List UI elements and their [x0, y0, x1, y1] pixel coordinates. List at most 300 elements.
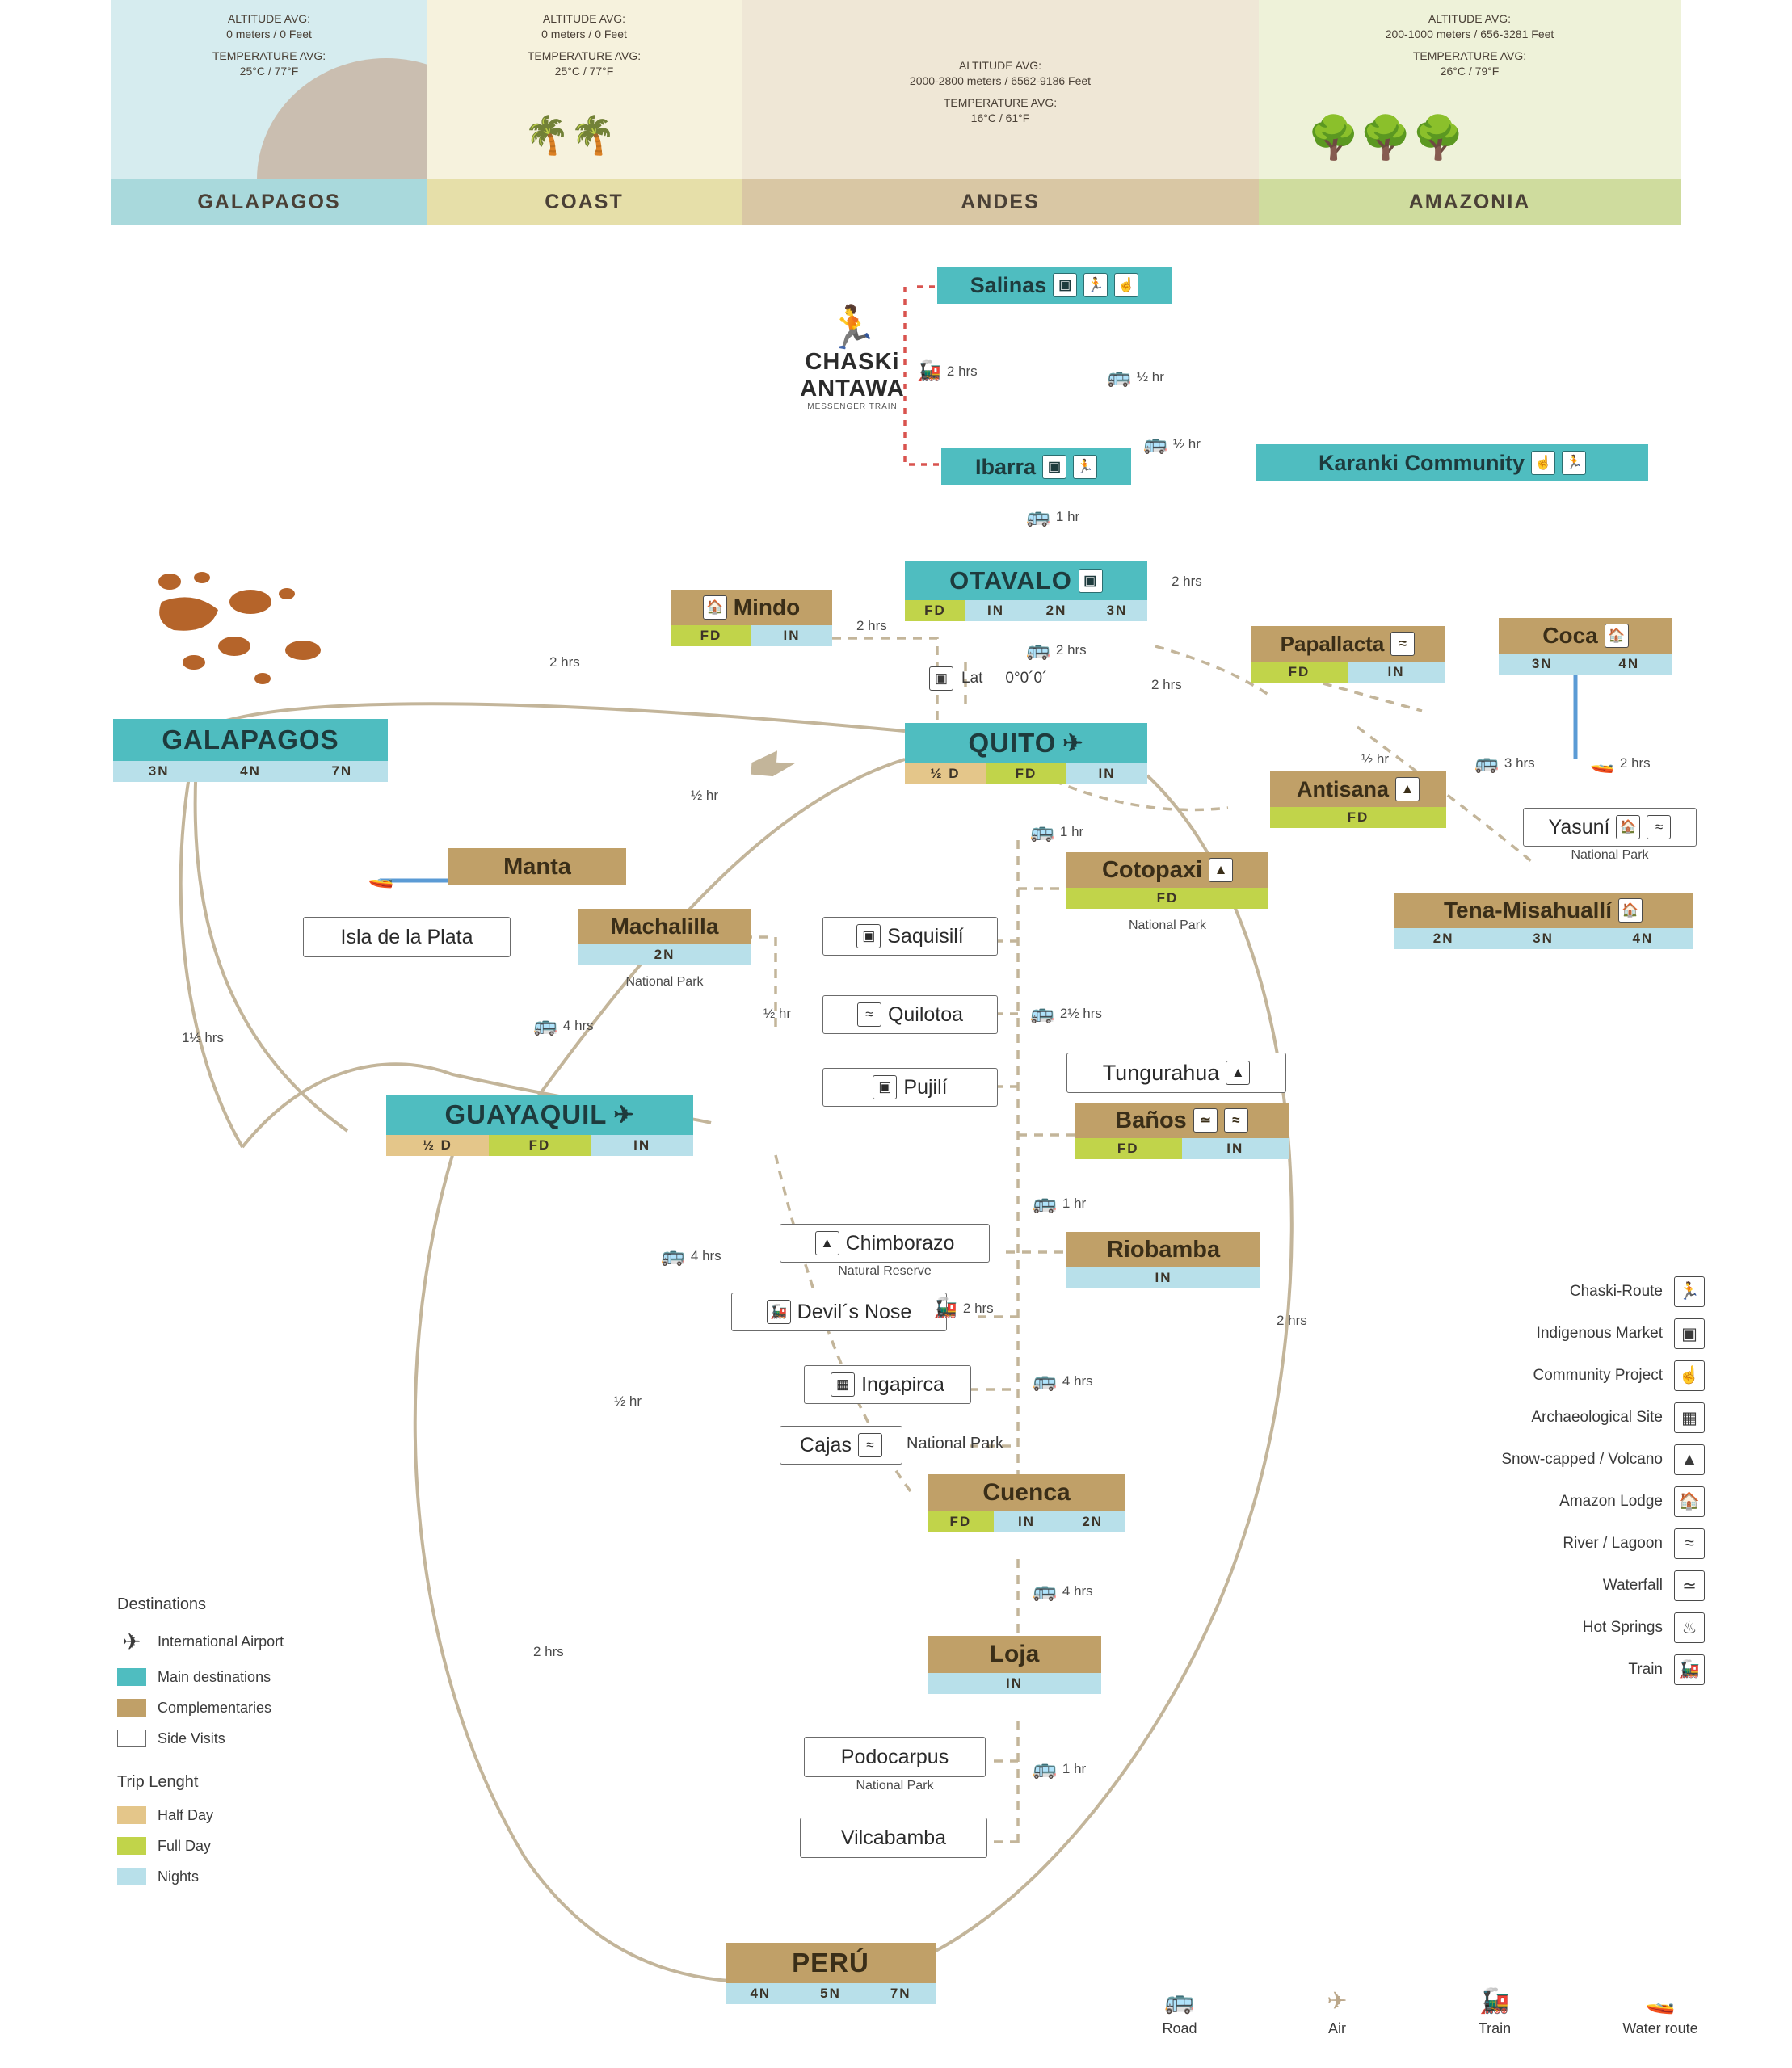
- travel-time-label: 4 hrs: [562, 1017, 594, 1033]
- travel-time-coca-yasuni-boat: [1590, 751, 1651, 775]
- destination-machalilla[interactable]: [578, 909, 751, 989]
- altitude-label: ALTITUDE AVG:: [227, 12, 311, 25]
- duration-cell: FD: [489, 1135, 591, 1156]
- destination-riobamba[interactable]: [1066, 1232, 1260, 1288]
- travel-time-label: 2½ hrs: [1059, 1005, 1102, 1021]
- runner-icon: 🏃: [1674, 1276, 1705, 1307]
- destination-cotopaxi[interactable]: [1066, 852, 1268, 932]
- travel-time-label: 1 hr: [1062, 1195, 1087, 1211]
- legend-label: Train: [1628, 1661, 1663, 1678]
- legend-item-waterfall: [1422, 1570, 1705, 1601]
- lat-label: Lat: [961, 670, 983, 687]
- destination-label: Cajas: [800, 1433, 852, 1456]
- duration-cell: ½ D: [905, 763, 986, 784]
- travel-time-quito-coca-air: [1361, 751, 1389, 767]
- airplane-icon: ✈: [122, 1629, 141, 1654]
- zone-name-andes: ANDES: [961, 190, 1040, 213]
- palm-icon: 🌴🌴: [524, 114, 616, 156]
- travel-time-ingapirca-road: [1033, 1369, 1093, 1393]
- destination-quito[interactable]: [905, 723, 1147, 784]
- galapagos-islands-shape: [137, 557, 388, 711]
- duration-cell: 7N: [297, 761, 388, 782]
- legend-item-river-lagoon: [1422, 1528, 1705, 1559]
- white-swatch: [117, 1730, 146, 1747]
- travel-time-coca-yasuni-road: [1474, 751, 1535, 775]
- travel-time-salinas-ibarra-road: [1107, 365, 1164, 389]
- destination-label: OTAVALO: [949, 566, 1072, 595]
- destination-label: QUITO: [968, 728, 1057, 758]
- destination-coca[interactable]: [1499, 618, 1672, 675]
- destination-peru[interactable]: [726, 1943, 936, 2004]
- duration-cell: FD: [671, 625, 751, 646]
- legend-label: International Airport: [158, 1633, 284, 1650]
- duration-cell: ½ D: [386, 1135, 489, 1156]
- legend-label: Chaski-Route: [1569, 1283, 1663, 1300]
- destination-podocarpus[interactable]: [804, 1737, 986, 1793]
- destination-label: Karanki Community: [1318, 450, 1525, 475]
- legend-item-side-visits: [117, 1730, 384, 1747]
- duration-cell: 4N: [204, 761, 296, 782]
- travel-time-label: ½ hr: [614, 1393, 642, 1409]
- altitude-value: 0 meters / 0 Feet: [541, 27, 627, 40]
- bus-icon: 🚌: [1030, 1002, 1054, 1024]
- bus-icon: 🚌: [1033, 1370, 1057, 1392]
- bus-icon: 🚌: [1033, 1192, 1057, 1214]
- bus-icon: 🚌: [1026, 506, 1050, 528]
- market-icon: ▣: [1674, 1318, 1705, 1349]
- duration-cell: 5N: [796, 1983, 866, 2004]
- travel-time-label: 2 hrs: [533, 1644, 564, 1659]
- volcano-icon: ▲: [1395, 777, 1420, 801]
- destination-guayaquil[interactable]: [386, 1095, 693, 1156]
- market-icon: ▣: [1053, 273, 1077, 297]
- destination-label: Pujilí: [903, 1075, 948, 1099]
- temperature-label: TEMPERATURE AVG:: [212, 49, 326, 62]
- volcano-icon: ▲: [815, 1231, 839, 1255]
- legend-item-main-destinations: [117, 1668, 384, 1686]
- legend-label: Community Project: [1533, 1367, 1663, 1384]
- destination-label: Mindo: [733, 595, 801, 620]
- train-icon: 🚂: [933, 1297, 957, 1319]
- destination-isla-de-la-plata[interactable]: [303, 917, 511, 957]
- zone-name-coast: COAST: [545, 190, 624, 213]
- destination-label: Manta: [503, 853, 571, 880]
- duration-cell: 3N: [1087, 600, 1147, 621]
- equator-marker: [929, 666, 1047, 691]
- legend-item-half-day: [117, 1806, 384, 1824]
- duration-cell: FD: [905, 600, 965, 621]
- duration-cell: IN: [1348, 662, 1445, 683]
- brand-logo: [788, 307, 917, 411]
- duration-cell: 3N: [1493, 928, 1592, 949]
- bus-icon: 🚌: [533, 1015, 557, 1036]
- market-icon: ▣: [1079, 569, 1103, 593]
- climate-zone-coast: [427, 0, 742, 225]
- brand-line3: MESSENGER TRAIN: [807, 402, 898, 411]
- destination-pujili[interactable]: [822, 1068, 998, 1107]
- bus-icon: 🚌: [1030, 821, 1054, 843]
- travel-time-label: 4 hrs: [690, 1247, 721, 1263]
- market-icon: ▣: [856, 924, 881, 948]
- travel-time-label: 2 hrs: [1151, 677, 1182, 692]
- market-icon: ▣: [1042, 455, 1066, 479]
- destination-label: Podocarpus: [840, 1745, 949, 1768]
- legend-label: Indigenous Market: [1536, 1325, 1663, 1342]
- duration-cell: 3N: [1499, 654, 1586, 675]
- climate-band: [111, 0, 1681, 225]
- bus-icon: 🚌: [1033, 1758, 1057, 1780]
- destination-label: Ibarra: [974, 454, 1037, 479]
- lodge-icon: 🏠: [703, 595, 727, 620]
- legend-label: Hot Springs: [1582, 1619, 1663, 1636]
- bus-icon: 🚌: [1143, 433, 1167, 455]
- legend-item-indigenous-market: [1422, 1318, 1705, 1349]
- destination-label: Quilotoa: [887, 1002, 964, 1026]
- destination-sub: National Park: [1571, 848, 1649, 862]
- legend-label: Amazon Lodge: [1559, 1493, 1663, 1510]
- travel-time-papallacta-quito: [1151, 677, 1182, 693]
- legend-label: River / Lagoon: [1563, 1535, 1663, 1552]
- travel-time-label: 2 hrs: [856, 618, 887, 633]
- legend-route-train: [1446, 1987, 1543, 2037]
- travel-time-otavalo-papallacta: [1172, 574, 1202, 590]
- water-icon: ≈: [1647, 815, 1671, 839]
- travel-time-manta-machalilla: [763, 1006, 791, 1022]
- bus-icon: 🚌: [1164, 1988, 1195, 2015]
- climate-zone-andes: [742, 0, 1259, 225]
- volcano-icon: ▲: [1226, 1061, 1250, 1085]
- travel-time-label: 1 hr: [1055, 508, 1080, 524]
- legend-item-community-project: [1422, 1360, 1705, 1391]
- legend-route-air: [1289, 1987, 1386, 2037]
- train-icon: 🚂: [1479, 1988, 1510, 2015]
- zone-name-amazonia: AMAZONIA: [1408, 190, 1531, 213]
- travel-time-guayaquil-quito-air: [691, 788, 718, 804]
- legend-item-hot-springs: [1422, 1612, 1705, 1643]
- travel-time-label: ½ hr: [763, 1006, 792, 1021]
- altitude-value: 200-1000 meters / 656-3281 Feet: [1385, 27, 1554, 40]
- water-icon: ≈: [1674, 1528, 1705, 1559]
- destination-label: Cotopaxi: [1101, 856, 1203, 883]
- duration-cell: FD: [1270, 807, 1446, 828]
- legend-label: Road: [1162, 2020, 1197, 2036]
- destination-vilcabamba[interactable]: [800, 1818, 987, 1858]
- lodge-icon: 🏠: [1618, 898, 1643, 923]
- travel-time-quito-peru-air: [1277, 1313, 1307, 1329]
- travel-time-label: 4 hrs: [1062, 1372, 1093, 1389]
- duration-cell: FD: [928, 1511, 994, 1532]
- legend-label: Main destinations: [158, 1668, 271, 1685]
- destination-label: Baños: [1115, 1107, 1187, 1133]
- duration-cell: FD: [1075, 1138, 1182, 1159]
- destination-label: Papallacta: [1280, 631, 1385, 656]
- hotsprings-icon: ♨: [1674, 1612, 1705, 1643]
- train-icon: 🚂: [767, 1300, 791, 1324]
- destination-label: Machalilla: [610, 914, 719, 939]
- legend-label: Archaeological Site: [1531, 1409, 1663, 1426]
- runner-icon: 🏃: [1083, 273, 1108, 297]
- destination-devils-nose[interactable]: [731, 1292, 947, 1331]
- legend-label: Air: [1328, 2020, 1346, 2036]
- travel-time-label: 2 hrs: [1172, 574, 1202, 589]
- zone-name-galapagos: GALAPAGOS: [197, 190, 341, 213]
- destination-label: Isla de la Plata: [340, 925, 473, 948]
- climate-zone-amazonia: [1259, 0, 1681, 225]
- destination-label: Devil´s Nose: [797, 1300, 912, 1323]
- travel-time-guayaquil-chimborazo: [661, 1244, 721, 1267]
- airplane-icon: ✈: [1327, 1988, 1348, 2015]
- legend-route-water: [1596, 1987, 1725, 2037]
- destination-papallacta[interactable]: [1251, 626, 1445, 683]
- destination-antisana[interactable]: [1270, 771, 1446, 828]
- duration-cell: FD: [986, 763, 1066, 784]
- legend-title: Destinations: [117, 1595, 207, 1613]
- travel-time-galapagos-quito: [549, 654, 580, 670]
- destination-tena-misahualli[interactable]: [1394, 893, 1693, 949]
- destination-galapagos[interactable]: [113, 719, 388, 782]
- train-icon: 🚂: [917, 360, 941, 382]
- boat-icon: 🚤: [1590, 752, 1614, 774]
- teal-swatch: [117, 1668, 146, 1686]
- tan-swatch: [117, 1806, 146, 1824]
- destination-yasuni[interactable]: [1523, 808, 1697, 862]
- destination-sub: National Park: [1128, 918, 1207, 932]
- lodge-icon: 🏠: [1605, 624, 1629, 648]
- hotsprings-icon: ≈: [1224, 1108, 1248, 1133]
- legend-trip-title: Trip Lenght: [117, 1773, 199, 1791]
- temperature-value: 26°C / 79°F: [1440, 65, 1500, 78]
- travel-time-quilotoa-road: [1030, 1002, 1102, 1025]
- legend-route-road: [1131, 1987, 1228, 2037]
- travel-time-label: ½ hr: [691, 788, 719, 803]
- destination-label: Saquisilí: [887, 924, 964, 948]
- temperature-value: 25°C / 77°F: [554, 65, 614, 78]
- altitude-label: ALTITUDE AVG:: [958, 59, 1042, 72]
- legend-item-full-day: [117, 1837, 384, 1855]
- ruins-icon: ▦: [831, 1372, 855, 1397]
- waterfall-icon: ≃: [1674, 1570, 1705, 1601]
- bus-icon: 🚌: [1026, 639, 1050, 661]
- duration-cell: IN: [591, 1135, 693, 1156]
- duration-cell: 2N: [1059, 1511, 1125, 1532]
- duration-cell: 4N: [1593, 928, 1693, 949]
- legend-label: Snow-capped / Volcano: [1501, 1451, 1663, 1468]
- legend-label: Water route: [1622, 2020, 1698, 2036]
- temperature-label: TEMPERATURE AVG:: [1412, 49, 1527, 62]
- temperature-label: TEMPERATURE AVG:: [943, 96, 1058, 109]
- destination-chimborazo[interactable]: [780, 1224, 990, 1278]
- volcano-icon: ▲: [1209, 858, 1233, 882]
- destination-salinas[interactable]: [937, 267, 1172, 304]
- destination-sub: Natural Reserve: [838, 1264, 932, 1278]
- duration-cell: IN: [965, 600, 1026, 621]
- lat-value: 0°0´0´: [1005, 670, 1048, 687]
- destination-label: Ingapirca: [861, 1372, 944, 1396]
- destination-label: Tena-Misahuallí: [1444, 897, 1612, 923]
- travel-time-otavalo-quito: [1026, 638, 1087, 662]
- lodge-icon: 🏠: [1674, 1486, 1705, 1517]
- monument-icon: ▣: [929, 666, 953, 691]
- legend-label: Nights: [158, 1868, 200, 1885]
- destination-quilotoa[interactable]: [822, 995, 998, 1034]
- blue-swatch: [117, 1868, 146, 1885]
- duration-cell: IN: [751, 625, 832, 646]
- duration-cell: IN: [1182, 1138, 1289, 1159]
- bus-icon: 🚌: [1033, 1580, 1057, 1602]
- legend-label: Train: [1478, 2020, 1512, 2036]
- destination-label: Antisana: [1296, 776, 1390, 801]
- legend-item-snow-capped-volcano: [1422, 1444, 1705, 1475]
- travel-time-label: 1 hr: [1059, 823, 1084, 839]
- altitude-value: 2000-2800 meters / 6562-9186 Feet: [909, 74, 1092, 87]
- bus-icon: 🚌: [1107, 366, 1131, 388]
- legend-label: Half Day: [158, 1806, 214, 1823]
- travel-time-mindo-quito: [856, 618, 887, 634]
- bus-icon: 🚌: [1474, 752, 1499, 774]
- destination-mindo[interactable]: [671, 590, 832, 646]
- boat-icon: 🚤: [1645, 1988, 1676, 2015]
- travel-time-label: 1½ hrs: [182, 1030, 224, 1045]
- travel-time-label: 2 hrs: [946, 363, 978, 379]
- destination-sub: National Park: [856, 1779, 934, 1793]
- runner-icon: 🏃: [1562, 451, 1586, 475]
- legend-item-amazon-lodge: [1422, 1486, 1705, 1517]
- destination-label: Cuenca: [982, 1479, 1071, 1506]
- travel-time-label: 3 hrs: [1504, 754, 1535, 771]
- legend-item-complementaries: [117, 1699, 384, 1717]
- legend-item-chaski-route: [1422, 1276, 1705, 1307]
- travel-time-label: 2 hrs: [1277, 1313, 1307, 1328]
- destination-saquisili[interactable]: [822, 917, 998, 956]
- community-icon: ☝: [1114, 273, 1138, 297]
- legend-label: Waterfall: [1602, 1577, 1663, 1594]
- duration-cell: 3N: [113, 761, 204, 782]
- duration-cell: 2N: [578, 944, 751, 965]
- airplane-icon: ✈: [1062, 729, 1084, 757]
- duration-cell: IN: [994, 1511, 1060, 1532]
- community-icon: ☝: [1531, 451, 1555, 475]
- legend-label: Complementaries: [158, 1699, 272, 1716]
- destination-karanki-community[interactable]: [1256, 444, 1648, 481]
- travel-time-salinas-ibarra-train: [917, 359, 978, 383]
- destination-manta[interactable]: [448, 848, 626, 885]
- travel-time-label: ½ hr: [1136, 368, 1164, 385]
- destination-cajas[interactable]: [780, 1426, 902, 1465]
- destination-ibarra[interactable]: [941, 448, 1131, 485]
- travel-time-guayaquil-peru-air: [533, 1644, 564, 1660]
- duration-cell: 2N: [1394, 928, 1493, 949]
- lodge-icon: 🏠: [1616, 815, 1640, 839]
- legend-label: Full Day: [158, 1837, 212, 1854]
- duration-cell: FD: [1066, 888, 1268, 909]
- travel-time-devils-nose-train: [933, 1297, 994, 1320]
- travel-time-label: 2 hrs: [1055, 641, 1087, 658]
- destination-loja[interactable]: [928, 1636, 1101, 1694]
- legend-destinations: [117, 1595, 384, 1885]
- temperature-value: 16°C / 61°F: [970, 111, 1030, 124]
- travel-time-label: 4 hrs: [1062, 1583, 1093, 1599]
- travel-time-guayaquil-cuenca-air: [614, 1393, 642, 1410]
- destination-ingapirca[interactable]: [804, 1365, 971, 1404]
- water-icon: ≈: [858, 1433, 882, 1457]
- destination-label: GALAPAGOS: [162, 725, 339, 754]
- travel-time-galapagos-guayaquil: [182, 1030, 224, 1046]
- waterfall-icon: ≃: [1193, 1108, 1218, 1133]
- destination-tungurahua[interactable]: [1066, 1053, 1286, 1093]
- duration-cell: 2N: [1026, 600, 1087, 621]
- travel-time-label: 1 hr: [1062, 1760, 1087, 1776]
- destination-label: Coca: [1542, 623, 1598, 648]
- bus-icon: 🚌: [661, 1245, 685, 1267]
- destination-banos[interactable]: [1075, 1103, 1289, 1159]
- travel-time-banos-riobamba: [1033, 1192, 1086, 1215]
- duration-cell: 4N: [1586, 654, 1673, 675]
- water-icon: ≈: [857, 1002, 881, 1027]
- temperature-label: TEMPERATURE AVG:: [527, 49, 642, 62]
- climate-zone-galapagos: [111, 0, 427, 225]
- cajas-sub: National Park: [907, 1435, 1004, 1452]
- legend-item-train: [1422, 1654, 1705, 1685]
- brand-line2: ANTAWA: [800, 376, 905, 401]
- legend-label: Side Visits: [158, 1730, 225, 1746]
- travel-time-machalilla-guayaquil: [533, 1014, 594, 1037]
- destination-label: Vilcabamba: [840, 1826, 947, 1849]
- brown-swatch: [117, 1699, 146, 1717]
- altitude-label: ALTITUDE AVG:: [542, 12, 626, 25]
- volcano-icon: ▲: [1674, 1444, 1705, 1475]
- travel-time-label: 2 hrs: [1619, 754, 1651, 771]
- legend-item-international-airport: [117, 1629, 384, 1655]
- duration-cell: 4N: [726, 1983, 796, 2004]
- duration-cell: IN: [928, 1673, 1101, 1694]
- travel-time-ibarra-karanki: [1143, 432, 1201, 456]
- duration-cell: 7N: [865, 1983, 936, 2004]
- temperature-value: 25°C / 77°F: [239, 65, 299, 78]
- destination-cuenca[interactable]: [928, 1474, 1125, 1532]
- travel-time-label: ½ hr: [1172, 435, 1201, 452]
- destination-otavalo[interactable]: [905, 561, 1147, 621]
- runner-icon: 🏃: [1073, 455, 1097, 479]
- runner-icon: 🏃: [826, 305, 879, 351]
- destination-sub: National Park: [625, 975, 704, 989]
- destination-label: PERÚ: [792, 1948, 869, 1978]
- altitude-value: 0 meters / 0 Feet: [226, 27, 312, 40]
- travel-time-cuenca-loja: [1033, 1579, 1093, 1603]
- legend-item-nights: [117, 1868, 384, 1885]
- destination-label: Tungurahua: [1102, 1060, 1220, 1085]
- destination-label: Salinas: [970, 272, 1047, 297]
- hotsprings-icon: ≈: [1390, 632, 1415, 656]
- travel-time-loja-vilcabamba: [1033, 1757, 1086, 1780]
- duration-cell: IN: [1066, 1267, 1260, 1288]
- green-swatch: [117, 1837, 146, 1855]
- forest-icon: 🌳🌳🌳: [1307, 115, 1465, 162]
- destination-label: Chimborazo: [845, 1231, 955, 1255]
- brand-line1: CHASKi: [805, 349, 900, 375]
- community-icon: ☝: [1674, 1360, 1705, 1391]
- ruins-icon: ▦: [1674, 1402, 1705, 1433]
- travel-time-label: 2 hrs: [962, 1300, 994, 1316]
- duration-cell: IN: [1066, 763, 1147, 784]
- travel-time-label: ½ hr: [1361, 751, 1390, 767]
- train-icon: 🚂: [1674, 1654, 1705, 1685]
- market-icon: ▣: [873, 1075, 897, 1099]
- airplane-icon: ✈: [613, 1101, 635, 1129]
- destination-label: Loja: [989, 1641, 1040, 1667]
- altitude-label: ALTITUDE AVG:: [1428, 12, 1512, 25]
- travel-time-quito-cotopaxi: [1030, 820, 1083, 843]
- destination-label: GUAYAQUIL: [444, 1099, 608, 1129]
